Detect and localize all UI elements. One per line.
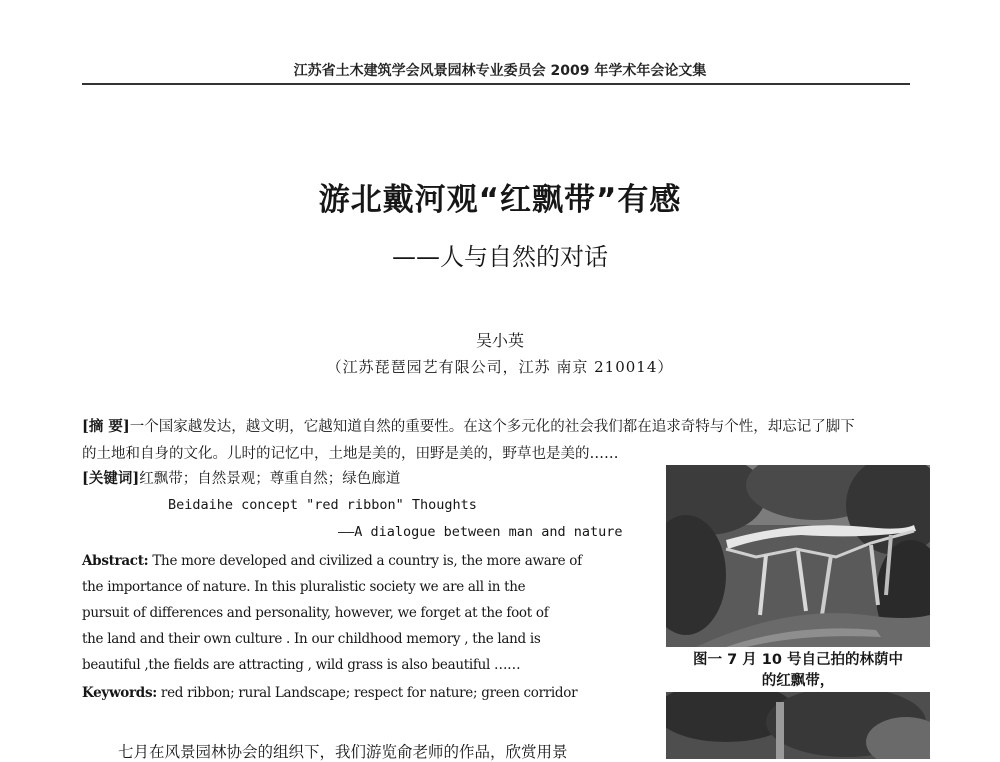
abstract-en-line-5: beautiful ,the fields are attracting , wild grass is also beautiful …… — [82, 657, 521, 673]
keywords-zh-text: 红飘带；自然景观；尊重自然；绿色廊道 — [139, 471, 401, 487]
keywords-en-label: Keywords: — [82, 685, 157, 701]
abstract-en-label: Abstract: — [82, 553, 149, 569]
abstract-en-line-1 — [82, 550, 582, 572]
abstract-en-line-2: the importance of nature. In this pluralistic society we are all in the — [82, 579, 526, 595]
figure-1-caption — [662, 650, 934, 692]
abstract-zh-line-1 — [82, 416, 922, 438]
running-head: 江苏省土木建筑学会风景园林专业委员会 2009 年学术年会论文集 — [293, 63, 707, 79]
abstract-zh-line-2: 的土地和自身的文化。儿时的记忆中，土地是美的，田野是美的，野草也是美的…… — [82, 446, 619, 462]
author-name: 吴小英 — [475, 331, 524, 350]
figure-1-caption-line-1: 图一 7 月 10 号自己拍的林荫中 — [693, 652, 903, 668]
figure-1-photo-red-ribbon — [666, 465, 930, 647]
keywords-zh-label: [关键词] — [82, 470, 140, 487]
english-title: Beidaihe concept "red ribbon" Thoughts — [168, 497, 477, 513]
figure-1-caption-line-2: 的红飘带， — [761, 673, 835, 689]
paper-title: 游北戴河观“红飘带”有感 — [318, 182, 682, 218]
keywords-en-line — [82, 682, 577, 704]
author-affiliation: （江苏琵琶园艺有限公司，江苏 南京 210014） — [326, 358, 674, 376]
paper-subtitle: ——人与自然的对话 — [392, 243, 608, 271]
body-paragraph-first-line: 七月在风景园林协会的组织下，我们游览俞老师的作品，欣赏用景 — [118, 743, 568, 761]
abstract-zh-text-1: 一个国家越发达，越文明，它越知道自然的重要性。在这个多元化的社会我们都在追求奇特与个性，却忘记了脚下 — [129, 419, 855, 435]
abstract-en-line-4: the land and their own culture . In our childhood memory , the land is — [82, 631, 541, 647]
abstract-zh-label: [摘 要] — [82, 418, 130, 435]
header-rule — [82, 83, 910, 85]
english-subtitle: ——A dialogue between man and nature — [338, 524, 623, 540]
figure-2-photo — [666, 692, 930, 759]
abstract-en-text-1: The more developed and civilized a country is, the more aware of — [148, 553, 582, 569]
keywords-en-text: red ribbon; rural Landscape; respect for nature; green corridor — [156, 685, 578, 701]
abstract-en-line-3: pursuit of differences and personality, however, we forget at the foot of — [82, 605, 549, 621]
keywords-zh-line — [82, 468, 400, 490]
